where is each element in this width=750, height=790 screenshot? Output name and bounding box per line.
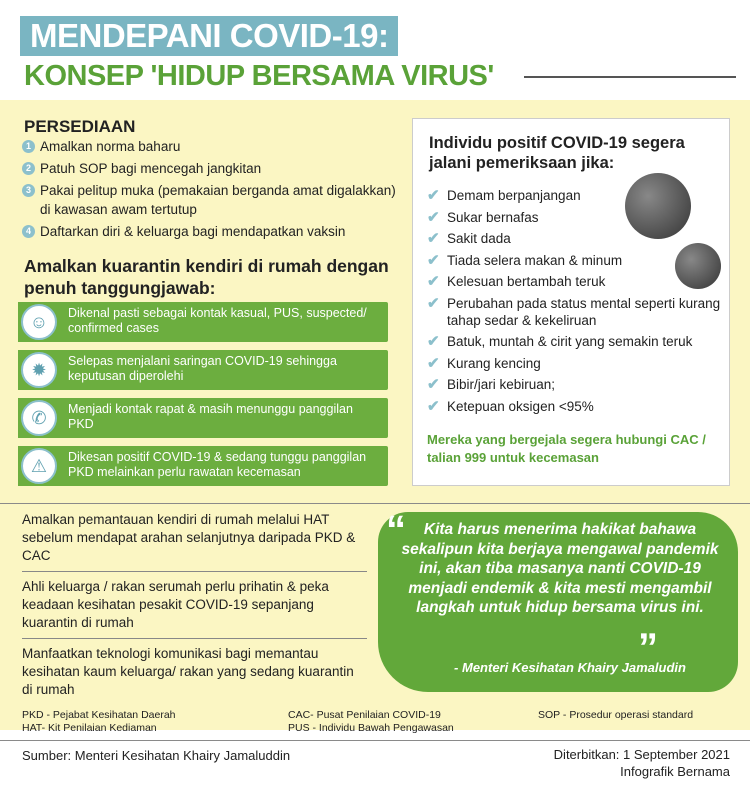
infographic-credit: Infografik Bernama	[620, 764, 730, 779]
symptom-item	[427, 398, 727, 415]
abbreviations-col-2	[288, 709, 454, 735]
phone-icon: ✆	[21, 400, 57, 436]
persediaan-list	[22, 137, 402, 244]
symptom-text: Kelesuan bertambah teruk	[447, 274, 606, 289]
abbreviation: CAC- Pusat Penilaian COVID-19	[288, 709, 441, 721]
home-care-item: Manfaatkan teknologi komunikasi bagi memantau kesihatan kaum keluarga/ rakan yang sedang kuarantin di rumah	[22, 646, 354, 697]
symptoms-box	[412, 118, 730, 486]
checkmark-icon: ✔	[427, 354, 440, 372]
publication-info	[554, 746, 730, 780]
checkmark-icon: ✔	[427, 376, 440, 393]
abbreviation: HAT- Kit Penilaian Kediaman	[22, 722, 157, 734]
symptom-text: Perubahan pada status mental seperti kurang tahap sedar & kekeliruan	[447, 295, 721, 328]
kuarantin-bar	[18, 302, 388, 342]
number-badge: 4	[22, 225, 35, 238]
abbreviation: PUS - Individu Bawah Pengawasan	[288, 722, 454, 734]
symptom-item	[427, 187, 727, 204]
kuarantin-text: Selepas menjalani saringan COVID-19 sehingga keputusan diperolehi	[68, 354, 337, 383]
symptoms-list	[427, 187, 727, 419]
quote-text: Kita harus menerima hakikat bahawa sekalipun kita berjaya mengawal pandemik ini, akan tiba masanya nanti COVID-19 menjadi endemik & kita mesti mengambil langkah untuk hidup bersama virus ini.	[401, 521, 719, 616]
persediaan-item	[22, 181, 402, 219]
persediaan-text: Patuh SOP bagi mencegah jangkitan	[40, 161, 262, 176]
symptom-text: Batuk, muntah & cirit yang semakin teruk	[447, 334, 693, 349]
virus-icon: ✹	[21, 352, 57, 388]
abbreviations-col-1	[22, 709, 176, 735]
source-credit: Sumber: Menteri Kesihatan Khairy Jamaluddin	[22, 748, 291, 763]
section-divider	[0, 503, 750, 504]
siren-icon: ⚠	[21, 448, 57, 484]
close-quote-icon: ”	[638, 626, 658, 670]
home-care-item: Amalkan pemantauan kendiri di rumah melalui HAT sebelum mendapat arahan selanjutnya daripada PKD & CAC	[22, 511, 367, 572]
symptom-item	[427, 333, 727, 350]
title-rule	[524, 76, 736, 78]
kuarantin-text: Dikenal pasti sebagai kontak kasual, PUS, suspected/ confirmed cases	[68, 306, 367, 335]
kuarantin-text: Menjadi kontak rapat & masih menunggu panggilan PKD	[68, 402, 353, 431]
checkmark-icon: ✔	[427, 208, 440, 226]
kuarantin-text: Dikesan positif COVID-19 & sedang tunggu panggilan PKD melainkan perlu rawatan kecemasan	[68, 450, 367, 479]
persediaan-text: Pakai pelitup muka (pemakaian berganda amat digalakkan) di kawasan awam tertutup	[40, 183, 396, 217]
symptom-text: Sakit dada	[447, 231, 511, 246]
footer-divider	[0, 740, 750, 741]
abbreviation: SOP - Prosedur operasi standard	[538, 709, 694, 721]
persediaan-title: PERSEDIAAN	[24, 117, 136, 136]
home-care-list	[22, 511, 367, 711]
symptoms-title: Individu positif COVID-19 segera jalani pemeriksaan jika:	[429, 134, 685, 172]
checkmark-icon: ✔	[427, 397, 440, 415]
symptom-item	[427, 376, 727, 393]
open-quote-icon: “	[386, 508, 406, 552]
kuarantin-bar	[18, 398, 388, 438]
abbreviations-col-3	[538, 709, 693, 722]
title-line-2: KONSEP 'HIDUP BERSAMA VIRUS'	[24, 60, 494, 92]
kuarantin-title: Amalkan kuarantin kendiri di rumah dengan penuh tanggungjawab:	[24, 256, 389, 298]
symptom-item	[427, 295, 727, 329]
kuarantin-bar	[18, 350, 388, 390]
quote-author: - Menteri Kesihatan Khairy Jamaludin	[454, 660, 686, 675]
checkmark-icon: ✔	[427, 230, 440, 247]
header	[0, 0, 750, 100]
abbreviation: PKD - Pejabat Kesihatan Daerah	[22, 709, 176, 721]
number-badge: 1	[22, 140, 35, 153]
home-care-item: Ahli keluarga / rakan serumah perlu prihatin & peka keadaan kesihatan pesakit COVID-19 sepanjang kuarantin di rumah	[22, 578, 367, 639]
symptom-text: Kurang kencing	[447, 355, 541, 371]
kuarantin-list	[18, 302, 388, 494]
number-badge: 2	[22, 162, 35, 175]
persediaan-text: Daftarkan diri & keluarga bagi mendapatkan vaksin	[40, 224, 346, 239]
number-badge: 3	[22, 184, 35, 197]
persediaan-item	[22, 137, 402, 156]
symptom-item	[427, 273, 727, 290]
symptom-item	[427, 252, 727, 269]
checkmark-icon: ✔	[427, 333, 440, 350]
persediaan-item	[22, 222, 402, 241]
kuarantin-bar	[18, 446, 388, 486]
people-icon: ☺	[21, 304, 57, 340]
persediaan-text: Amalkan norma baharu	[40, 139, 181, 154]
symptom-text: Bibir/jari kebiruan;	[447, 377, 556, 392]
checkmark-icon: ✔	[427, 187, 440, 204]
symptom-text: Demam berpanjangan	[447, 188, 581, 203]
symptom-item	[427, 355, 727, 372]
symptom-text: Sukar bernafas	[447, 209, 539, 225]
symptom-item	[427, 209, 727, 226]
persediaan-item	[22, 159, 402, 178]
published-date: Diterbitkan: 1 September 2021	[553, 747, 730, 762]
symptom-item	[427, 230, 727, 247]
checkmark-icon: ✔	[427, 251, 440, 269]
symptoms-footer: Mereka yang bergejala segera hubungi CAC / talian 999 untuk kecemasan	[427, 432, 706, 465]
checkmark-icon: ✔	[427, 273, 440, 290]
symptom-text: Ketepuan oksigen <95%	[447, 398, 594, 414]
symptom-text: Tiada selera makan & minum	[447, 252, 623, 268]
checkmark-icon: ✔	[427, 294, 440, 312]
title-line-1: MENDEPANI COVID-19:	[20, 16, 398, 56]
